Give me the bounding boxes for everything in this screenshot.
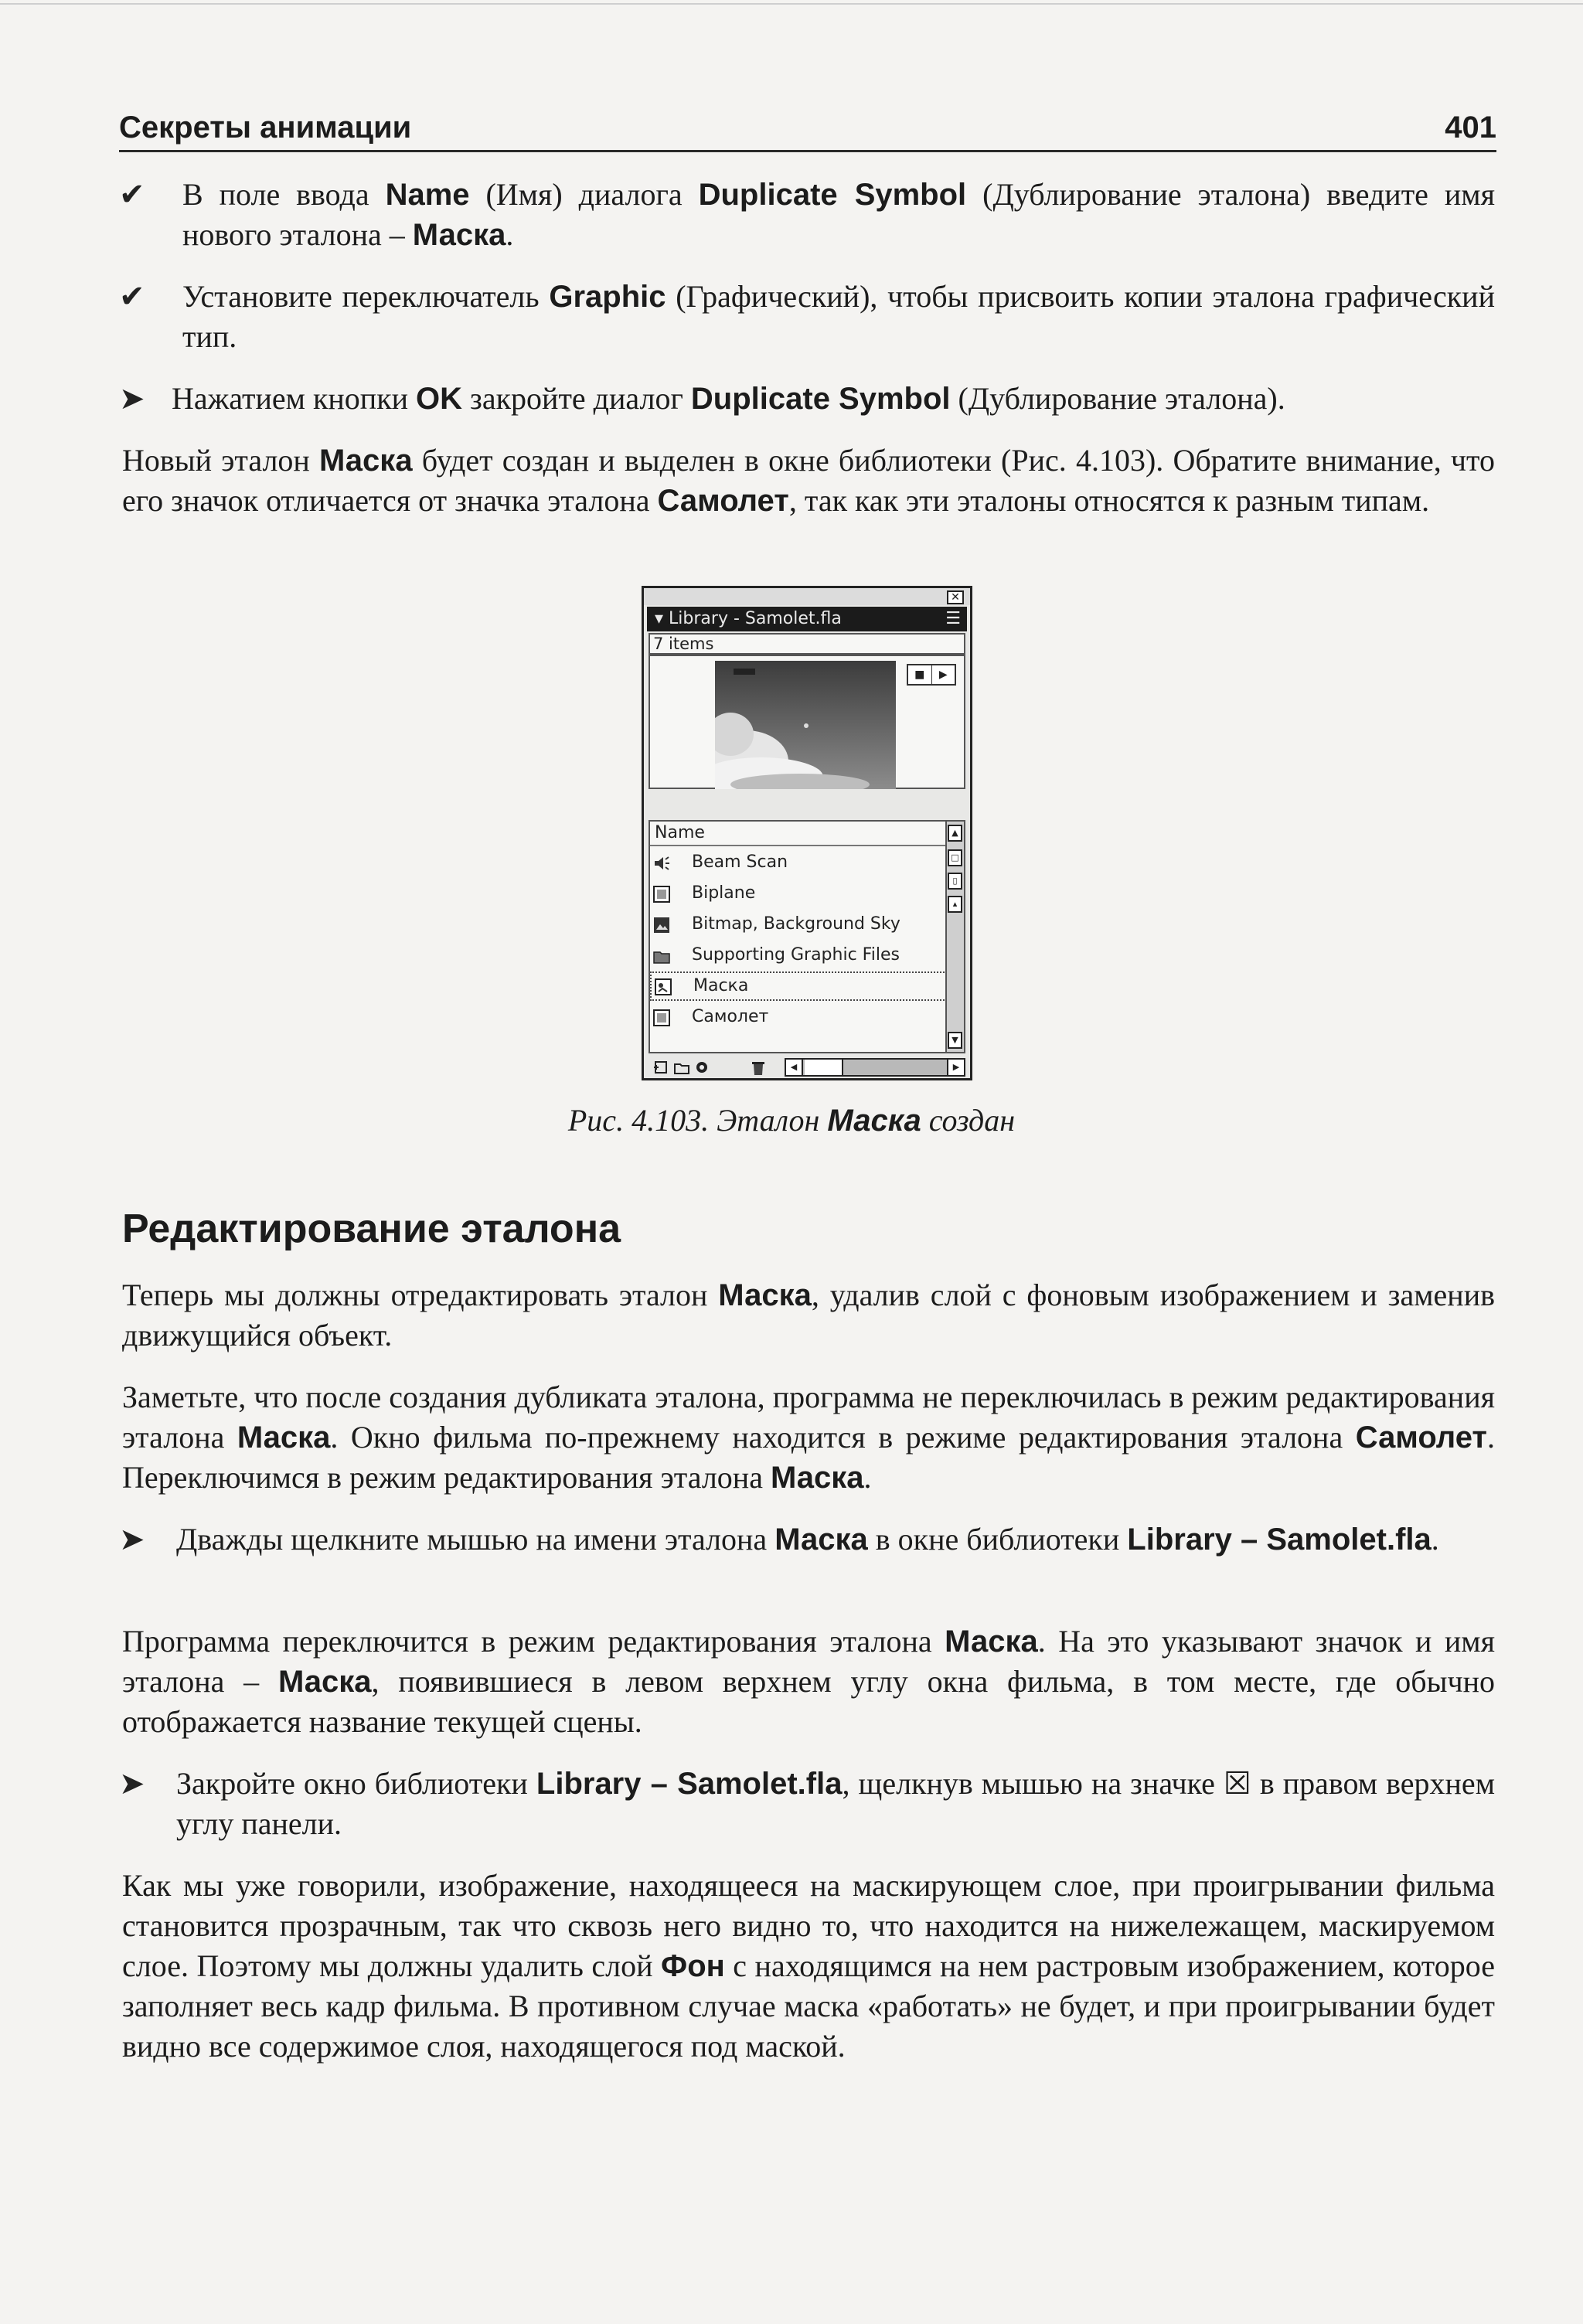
top-edge-line <box>0 3 1583 5</box>
text-run: , так как эти эталоны относятся к разным типам. <box>788 483 1430 518</box>
arrow-bullet-icon: ➤ <box>119 1522 145 1557</box>
text-run: . На это указывают значок и имя эталона – <box>122 1624 1495 1699</box>
movieclip-icon <box>653 1009 670 1026</box>
bold-term: Duplicate Symbol <box>698 178 967 212</box>
stop-icon[interactable]: ■ <box>914 669 925 681</box>
check-mark-icon: ✔ <box>119 279 145 315</box>
bold-term: Маска <box>827 1104 921 1138</box>
text-run: (Дублирование эталона). <box>950 381 1285 416</box>
scroll-right-icon[interactable]: ▶ <box>947 1060 964 1075</box>
library-item-bitmap[interactable] <box>650 910 947 939</box>
step-item <box>176 1519 1495 1560</box>
bullet-item <box>172 379 1495 419</box>
narrow-view-icon[interactable]: ▯ <box>948 873 962 890</box>
horizontal-scrollbar[interactable] <box>785 1058 965 1077</box>
bold-term: Маска <box>945 1625 1038 1659</box>
text-run: (Дублирование эталона) введите имя нового эталона – <box>182 177 1495 252</box>
text-run: (Графический), чтобы присвоить копии эталона графический тип. <box>182 279 1495 354</box>
bold-term: Фон <box>661 1949 725 1983</box>
step-item <box>176 1764 1495 1844</box>
text-run: Рис. 4.103. Эталон <box>567 1103 828 1138</box>
text-run: . Окно фильма по-прежнему находится в режиме редактирования эталона <box>330 1420 1356 1455</box>
text-run: Дважды щелкните мышью на имени эталона <box>176 1522 775 1557</box>
delete-icon[interactable] <box>749 1058 768 1077</box>
text-run: . <box>1431 1522 1439 1557</box>
text-run: ☒ <box>1223 1766 1251 1801</box>
bold-term: Маска <box>319 444 413 478</box>
sky-preview-image <box>715 661 896 789</box>
text-run: закройте диалог <box>462 381 691 416</box>
text-run: . Переключимся в режим редактирования эталона <box>122 1420 1495 1495</box>
text-run: Как мы уже говорили, изображение, находящееся на маскирующем слое, при проигрывании фильма становится прозрачным, так что сквозь него видно то, что находится на нижележащем, маскируемом слое. Поэтому мы должны удалить слой <box>122 1868 1495 1983</box>
close-icon[interactable]: ✕ <box>947 590 964 604</box>
item-label: Маска <box>693 976 749 995</box>
bold-term: Library – Samolet.fla <box>536 1767 843 1801</box>
scroll-thumb[interactable] <box>805 1060 843 1075</box>
library-item-maska[interactable] <box>650 971 947 1001</box>
bullet-item <box>182 277 1495 357</box>
movieclip-icon <box>653 886 670 903</box>
item-label: Supporting Graphic Files <box>692 945 900 965</box>
bold-term: Маска <box>237 1421 331 1455</box>
preview-pane <box>649 655 965 789</box>
paragraph <box>122 1275 1495 1356</box>
name-column-header[interactable]: Name <box>650 822 947 846</box>
text-run: создан <box>921 1103 1016 1138</box>
text-run: Нажатием кнопки <box>172 381 417 416</box>
arrow-bullet-icon: ➤ <box>119 381 145 417</box>
running-head-title: Секреты анимации <box>119 111 412 145</box>
paragraph <box>122 1866 1495 2067</box>
text-run: . <box>863 1460 872 1495</box>
text-run: Теперь мы должны отредактировать эталон <box>122 1278 719 1312</box>
text-run: , появившиеся в левом верхнем углу окна фильма, в том месте, где обычно отображается название текущей сцены. <box>122 1664 1495 1739</box>
bold-term: Маска <box>774 1523 868 1557</box>
bold-term: Маска <box>277 1665 372 1699</box>
text-run: , щелкнув мышью на значке <box>842 1766 1224 1801</box>
text-run: Программа переключится в режим редактирования эталона <box>122 1624 945 1659</box>
panel-top-strip <box>644 588 970 605</box>
bold-term: Duplicate Symbol <box>690 382 951 416</box>
bullet-item <box>182 175 1495 255</box>
library-item-samolet[interactable] <box>650 1002 947 1032</box>
bold-term: Graphic <box>549 280 666 314</box>
play-icon[interactable]: ▶ <box>931 665 955 684</box>
bold-term: OK <box>416 382 463 416</box>
panel-bottom-toolbar <box>649 1057 965 1078</box>
library-item-beam-scan[interactable] <box>650 848 947 877</box>
item-label: Самолет <box>692 1007 769 1026</box>
section-heading: Редактирование эталона <box>122 1206 621 1251</box>
library-item-list[interactable] <box>649 820 965 1053</box>
text-run: в окне библиотеки <box>867 1522 1128 1557</box>
text-run: В поле ввода <box>182 177 386 212</box>
text-run: Закройте окно библиотеки <box>176 1766 536 1801</box>
text-run: (Имя) диалога <box>469 177 699 212</box>
item-label: Biplane <box>692 883 756 903</box>
text-run: в правом верхнем углу панели. <box>176 1766 1496 1841</box>
bitmap-icon <box>653 917 670 934</box>
bold-term: Маска <box>770 1461 864 1495</box>
bold-term: Name <box>385 178 470 212</box>
preview-controls[interactable] <box>907 664 956 686</box>
item-label: Beam Scan <box>692 852 788 872</box>
bold-term: Самолет <box>1355 1421 1487 1455</box>
sound-icon <box>653 855 670 872</box>
text-run: Установите переключатель <box>182 279 550 314</box>
library-title: ▾ Library - Samolet.fla <box>655 609 842 628</box>
library-item-folder[interactable] <box>650 941 947 970</box>
paragraph <box>122 441 1495 521</box>
scroll-down-icon[interactable]: ▼ <box>948 1032 962 1049</box>
library-title-bar[interactable] <box>647 607 967 631</box>
properties-icon[interactable] <box>693 1058 710 1077</box>
sort-order-icon[interactable]: ▴ <box>948 896 962 913</box>
new-folder-icon[interactable] <box>673 1058 690 1077</box>
library-item-biplane[interactable] <box>650 879 947 908</box>
text-run: , удалив слой с фоновым изображением и заменив движущийся объект. <box>122 1278 1495 1353</box>
scroll-up-icon[interactable]: ▲ <box>948 825 962 842</box>
scroll-left-icon[interactable]: ◀ <box>786 1060 803 1075</box>
bold-term: Самолет <box>657 484 789 518</box>
bold-term: Маска <box>412 218 506 252</box>
paragraph <box>122 1621 1495 1742</box>
arrow-bullet-icon: ➤ <box>119 1766 145 1802</box>
text-run: с находящимся на нем растровым изображением, которое заполняет весь кадр фильма. В противном случае маска «работать» не будет, и при проигрывании будет видно все содержимое слоя, находящегося под маской. <box>122 1948 1496 2064</box>
folder-icon <box>653 948 670 965</box>
page-number: 401 <box>1445 111 1496 145</box>
text-run: будет создан и выделен в окне библиотеки (Рис. 4.103). Обратите внимание, что его значок отличается от значка эталона <box>122 443 1495 518</box>
paragraph <box>122 1377 1495 1498</box>
bold-term: Library – Samolet.fla <box>1127 1523 1432 1557</box>
bold-term: Маска <box>718 1278 812 1312</box>
graphic-icon <box>655 978 672 995</box>
item-label: Bitmap, Background Sky <box>692 914 900 934</box>
text-run: . <box>506 217 514 252</box>
library-panel[interactable] <box>642 586 972 1080</box>
running-head <box>119 111 1496 152</box>
check-mark-icon: ✔ <box>119 177 145 213</box>
text-run: Новый эталон <box>122 443 319 478</box>
vertical-scrollbar[interactable] <box>945 822 964 1052</box>
wide-view-icon[interactable]: □ <box>948 849 962 866</box>
new-symbol-icon[interactable] <box>653 1058 670 1077</box>
text-run: Заметьте, что после создания дубликата эталона, программа не переключилась в режим редактирования эталона <box>122 1380 1495 1455</box>
figure-caption <box>0 1102 1583 1138</box>
items-count: 7 items <box>649 633 965 655</box>
options-menu-icon[interactable]: ☰ <box>945 609 961 628</box>
